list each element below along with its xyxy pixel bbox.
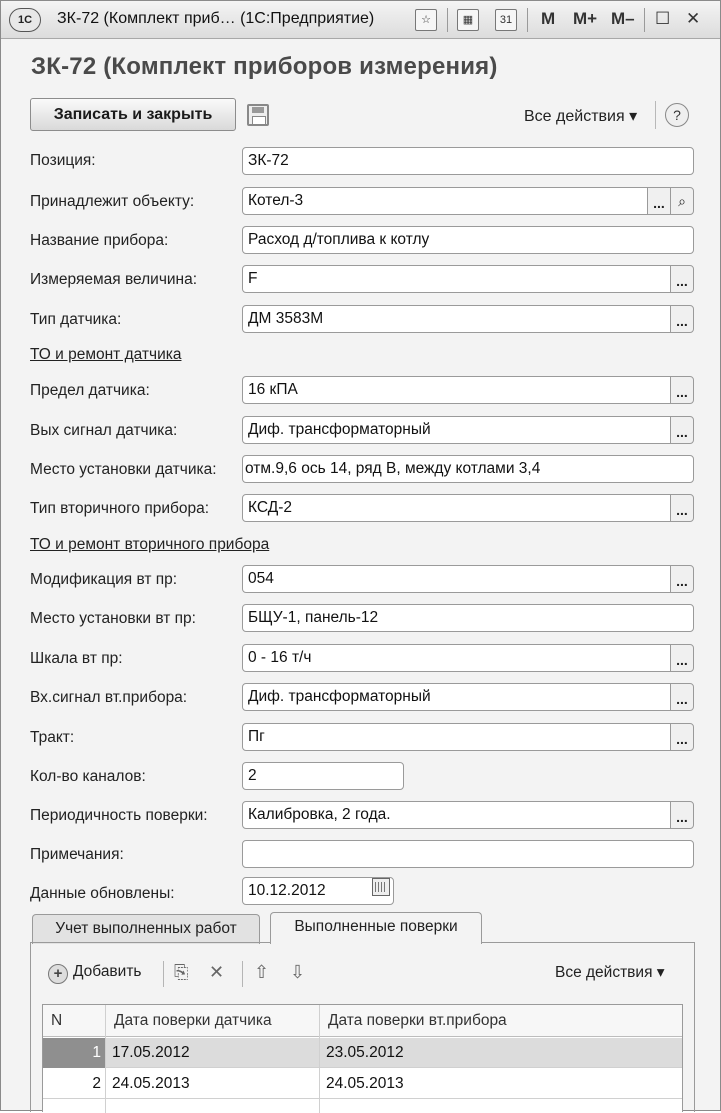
memory-minus-button[interactable]: M– — [611, 9, 635, 28]
tab-completed-works[interactable]: Учет выполненных работ — [32, 914, 260, 944]
sensor-limit-value: 16 кПА — [248, 381, 298, 398]
row-number: 1 — [43, 1038, 105, 1068]
verification-period-field[interactable] — [242, 801, 694, 829]
calendar-icon[interactable] — [372, 878, 390, 896]
favorite-star-icon[interactable]: ☆ — [415, 9, 437, 31]
tract-value: Пг — [248, 728, 265, 745]
select-button[interactable]: ... — [670, 376, 694, 404]
copy-icon[interactable]: ⎘ — [174, 962, 189, 982]
label-position: Позиция: — [30, 152, 96, 169]
move-up-icon[interactable]: ⇧ — [254, 962, 270, 982]
label-verification-period: Периодичность поверки: — [30, 807, 208, 824]
select-button[interactable]: ... — [670, 565, 694, 593]
sensor-output-value: Диф. трансформаторный — [248, 421, 431, 438]
object-value: Котел-3 — [248, 192, 304, 209]
calendar-icon[interactable]: 31 — [495, 9, 517, 31]
secondary-type-value: КСД-2 — [248, 499, 292, 516]
label-modification: Модификация вт пр: — [30, 571, 178, 588]
select-button[interactable]: ... — [670, 305, 694, 333]
table-all-actions-menu[interactable]: Все действия ▾ — [555, 964, 665, 981]
sensor-type-field[interactable] — [242, 305, 694, 333]
label-object: Принадлежит объекту: — [30, 193, 195, 210]
device-name-field[interactable]: Расход д/топлива к котлу — [242, 226, 694, 254]
toolbar-separator — [242, 961, 243, 987]
select-button[interactable]: ... — [670, 644, 694, 672]
memory-plus-button[interactable]: M+ — [573, 9, 598, 28]
object-field[interactable] — [242, 187, 694, 215]
secondary-date-cell[interactable]: 23.05.2012 — [326, 1044, 404, 1061]
help-icon[interactable]: ? — [665, 103, 689, 127]
close-icon[interactable]: ✕ — [686, 9, 701, 28]
label-secondary-type: Тип вторичного прибора: — [30, 500, 210, 517]
delete-icon[interactable]: ✕ — [209, 962, 225, 982]
secondary-maintenance-link[interactable]: ТО и ремонт вторичного прибора — [30, 536, 270, 553]
notes-field[interactable] — [242, 840, 694, 868]
label-sensor-output: Вых сигнал датчика: — [30, 422, 178, 439]
updated-date-field[interactable]: 10.12.2012 — [242, 877, 394, 905]
measured-quantity-field[interactable] — [242, 265, 694, 293]
sensor-output-field[interactable] — [242, 416, 694, 444]
calculator-icon[interactable]: ▦ — [457, 9, 479, 31]
secondary-date-cell[interactable]: 24.05.2013 — [326, 1075, 404, 1092]
channels-field[interactable]: 2 — [242, 762, 404, 790]
column-divider — [319, 1005, 320, 1113]
select-button[interactable]: ... — [670, 265, 694, 293]
select-button[interactable]: ... — [670, 683, 694, 711]
secondary-location-field[interactable]: БЩУ-1, панель-12 — [242, 604, 694, 632]
label-channels: Кол-во каналов: — [30, 768, 146, 785]
sensor-date-cell[interactable]: 24.05.2013 — [112, 1075, 190, 1092]
search-icon[interactable]: ⌕ — [670, 187, 694, 215]
input-signal-field[interactable] — [242, 683, 694, 711]
toolbar-separator — [163, 961, 164, 987]
select-button[interactable]: ... — [670, 494, 694, 522]
label-device-name: Название прибора: — [30, 232, 169, 249]
form-title: ЗК-72 (Комплект приборов измерения) — [31, 53, 498, 80]
label-scale: Шкала вт пр: — [30, 650, 123, 667]
label-secondary-location: Место установки вт пр: — [30, 610, 196, 627]
move-down-icon[interactable]: ⇩ — [290, 962, 306, 982]
label-sensor-type: Тип датчика: — [30, 311, 122, 328]
memory-m-button[interactable]: M — [541, 9, 556, 28]
sensor-location-field[interactable]: отм.9,6 ось 14, ряд В, между котлами 3,4 — [242, 455, 694, 483]
row-number: 2 — [92, 1075, 101, 1092]
column-divider — [105, 1005, 106, 1113]
table-row[interactable] — [43, 1069, 682, 1099]
app-logo-icon[interactable]: 1С — [9, 8, 41, 32]
toolbar-separator — [527, 8, 528, 32]
add-button[interactable]: Добавить — [73, 963, 142, 980]
column-header-secondary-date[interactable]: Дата поверки вт.прибора — [320, 1005, 682, 1037]
column-header-n[interactable]: N — [43, 1005, 106, 1037]
label-sensor-location: Место установки датчика: — [30, 461, 217, 478]
sensor-type-value: ДМ 3583М — [248, 310, 324, 327]
scale-field[interactable] — [242, 644, 694, 672]
add-icon[interactable]: + — [48, 964, 68, 984]
select-button[interactable]: ... — [670, 723, 694, 751]
input-signal-value: Диф. трансформаторный — [248, 688, 431, 705]
verifications-table — [42, 1004, 683, 1112]
toolbar-separator — [447, 8, 448, 32]
label-tract: Тракт: — [30, 729, 75, 746]
select-button[interactable]: ... — [670, 416, 694, 444]
save-and-close-button[interactable]: Записать и закрыть — [30, 98, 236, 131]
label-sensor-limit: Предел датчика: — [30, 382, 150, 399]
label-updated: Данные обновлены: — [30, 885, 175, 902]
title-bar — [1, 1, 720, 39]
measured-quantity-value: F — [248, 270, 258, 287]
position-field[interactable]: ЗК-72 — [242, 147, 694, 175]
tract-field[interactable] — [242, 723, 694, 751]
secondary-type-field[interactable] — [242, 494, 694, 522]
all-actions-menu[interactable]: Все действия ▾ — [524, 108, 638, 125]
save-disk-icon[interactable] — [247, 104, 269, 126]
scale-value: 0 - 16 т/ч — [248, 649, 312, 666]
window-title: ЗК-72 (Комплект приб… (1С:Предприятие) — [57, 10, 375, 27]
sensor-maintenance-link[interactable]: ТО и ремонт датчика — [30, 346, 182, 363]
column-header-sensor-date[interactable]: Дата поверки датчика — [106, 1005, 320, 1037]
label-input-signal: Вх.сигнал вт.прибора: — [30, 689, 188, 706]
toolbar-separator — [644, 8, 645, 32]
table-row[interactable] — [43, 1038, 682, 1068]
toolbar-separator — [655, 101, 656, 129]
tab-verifications[interactable]: Выполненные поверки — [270, 912, 482, 944]
modification-value: 054 — [248, 570, 274, 587]
sensor-limit-field[interactable] — [242, 376, 694, 404]
sensor-date-cell[interactable]: 17.05.2012 — [112, 1044, 190, 1061]
select-button[interactable]: ... — [670, 801, 694, 829]
select-button[interactable]: ... — [647, 187, 671, 215]
maximize-icon[interactable]: ☐ — [655, 9, 671, 28]
modification-field[interactable] — [242, 565, 694, 593]
label-notes: Примечания: — [30, 846, 124, 863]
label-measured-quantity: Измеряемая величина: — [30, 271, 198, 288]
verification-period-value: Калибровка, 2 года. — [248, 806, 391, 823]
